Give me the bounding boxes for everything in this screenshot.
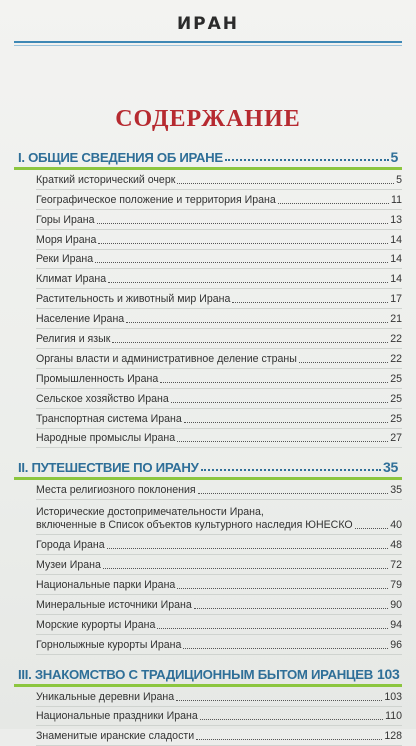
leader-dots — [103, 568, 388, 569]
entry-page-number: 27 — [390, 432, 402, 445]
entry-label: Органы власти и административное деление страны — [36, 352, 297, 365]
leader-dots — [126, 322, 388, 323]
entry-label: Промышленность Ирана — [36, 372, 159, 385]
toc-entry[interactable] — [36, 389, 402, 409]
entry-label: Религия и язык — [36, 333, 111, 346]
toc-entry[interactable] — [36, 170, 402, 190]
entry-page-number: 25 — [390, 392, 402, 405]
toc-entry[interactable] — [36, 349, 402, 369]
leader-dots — [200, 719, 383, 720]
section-page-number: 35 — [383, 459, 398, 476]
entry-label: Моря Ирана — [36, 233, 97, 246]
entry-page-number: 22 — [390, 333, 402, 346]
entry-page-number: 14 — [390, 233, 402, 246]
leader-dots — [299, 362, 388, 363]
entry-label: Транспортная система Ирана — [36, 412, 182, 425]
leader-dots — [176, 700, 382, 701]
leader-dots — [97, 223, 389, 224]
entry-label: Национальные парки Ирана — [36, 579, 176, 592]
leader-dots — [201, 469, 382, 471]
entry-label: Реки Ирана — [36, 253, 94, 266]
leader-dots — [278, 203, 389, 204]
section-gap — [0, 448, 416, 457]
entry-page-number: 40 — [390, 519, 402, 532]
section-label: III. ЗНАКОМСТВО С ТРАДИЦИОННЫМ БЫТОМ ИРАНЦЕВ — [18, 666, 373, 682]
leader-dots — [177, 441, 388, 442]
toc-entry[interactable] — [36, 289, 402, 309]
entry-page-number: 21 — [390, 313, 402, 326]
section-items — [36, 687, 402, 746]
toc-entry[interactable] — [36, 369, 402, 389]
toc-entry[interactable] — [36, 269, 402, 289]
section-items — [36, 170, 402, 448]
entry-label: Сельское хозяйство Ирана — [36, 392, 169, 405]
entry-page-number: 35 — [390, 484, 402, 497]
toc-entry[interactable] — [36, 687, 402, 707]
entry-label — [36, 506, 353, 534]
entry-label: Горнолыжные курорты Ирана — [36, 638, 182, 651]
toc-entry[interactable] — [36, 409, 402, 429]
leader-dots — [177, 183, 394, 184]
toc-entry[interactable] — [36, 615, 402, 635]
entry-page-number: 96 — [390, 638, 402, 651]
entry-label-line1: Исторические достопримечательности Ирана, — [36, 506, 264, 519]
toc-section-1[interactable] — [14, 147, 402, 170]
section-label: II. ПУТЕШЕСТВИЕ ПО ИРАНУ — [18, 460, 199, 476]
toc-entry[interactable] — [36, 500, 402, 535]
entry-label: Климат Ирана — [36, 273, 107, 286]
leader-dots — [107, 548, 389, 549]
entry-label: Места религиозного поклонения — [36, 484, 196, 497]
entry-label: Минеральные источники Ирана — [36, 598, 192, 611]
toc-entry[interactable] — [36, 595, 402, 615]
toc-entry[interactable] — [36, 535, 402, 555]
leader-dots — [183, 648, 388, 649]
leader-dots — [196, 739, 382, 740]
toc-entry[interactable] — [36, 707, 402, 727]
toc-entry[interactable] — [36, 429, 402, 449]
entry-page-number: 5 — [396, 173, 402, 186]
toc-entry[interactable] — [36, 555, 402, 575]
entry-label: Музеи Ирана — [36, 559, 101, 572]
toc-entry[interactable] — [36, 480, 402, 500]
leader-dots — [157, 628, 388, 629]
toc-section-2[interactable] — [14, 457, 402, 480]
section-label: I. ОБЩИЕ СВЕДЕНИЯ ОБ ИРАНЕ — [18, 150, 223, 165]
leader-dots — [232, 302, 388, 303]
leader-dots — [198, 493, 389, 494]
entry-label: Краткий исторический очерк — [36, 173, 176, 186]
entry-label: Географическое положение и территория Ирана — [36, 193, 276, 206]
entry-page-number: 13 — [390, 213, 402, 226]
toc-entry[interactable] — [36, 575, 402, 595]
leader-dots — [160, 382, 388, 383]
leader-dots — [225, 159, 389, 161]
entry-page-number: 103 — [384, 690, 402, 703]
header-rule — [14, 41, 402, 43]
toc-entry[interactable] — [36, 329, 402, 349]
entry-label: Уникальные деревни Ирана — [36, 690, 175, 703]
entry-label: Морские курорты Ирана — [36, 618, 156, 631]
entry-label: Народные промыслы Ирана — [36, 432, 176, 445]
toc-entry[interactable] — [36, 190, 402, 210]
toc-entry[interactable] — [36, 726, 402, 746]
entry-page-number: 25 — [390, 372, 402, 385]
toc-entry[interactable] — [36, 309, 402, 329]
entry-page-number: 14 — [390, 273, 402, 286]
toc-entry[interactable] — [36, 635, 402, 655]
entry-page-number: 48 — [390, 539, 402, 552]
leader-dots — [98, 243, 388, 244]
entry-page-number: 110 — [385, 710, 402, 723]
section-gap — [0, 655, 416, 664]
entry-label: Население Ирана — [36, 313, 125, 326]
toc-entry[interactable] — [36, 250, 402, 270]
toc-section-3[interactable] — [14, 664, 402, 687]
section-page-number: 103 — [376, 665, 400, 682]
entry-page-number: 22 — [390, 352, 402, 365]
entry-page-number: 72 — [390, 559, 402, 572]
entry-label: Национальные праздники Ирана — [36, 710, 198, 723]
leader-dots — [171, 402, 388, 403]
entry-page-number: 25 — [390, 412, 402, 425]
toc-entry[interactable] — [36, 210, 402, 230]
entry-label-line2: включенные в Список объектов культурного наследия ЮНЕСКО — [36, 519, 353, 532]
leader-dots — [355, 528, 389, 529]
table-of-contents — [0, 147, 416, 746]
toc-title: СОДЕРЖАНИЕ — [115, 106, 301, 132]
entry-page-number: 14 — [390, 253, 402, 266]
entry-label: Знаменитые иранские сладости — [36, 730, 195, 743]
leader-dots — [184, 422, 388, 423]
leader-dots — [177, 588, 388, 589]
leader-dots — [108, 282, 388, 283]
section-page-number: 5 — [390, 149, 398, 165]
entry-page-number: 94 — [390, 618, 402, 631]
running-header: ИРАН — [176, 14, 240, 34]
leader-dots — [194, 608, 388, 609]
section-items — [36, 480, 402, 654]
entry-page-number: 11 — [391, 193, 402, 206]
entry-page-number: 17 — [390, 293, 402, 306]
entry-page-number: 90 — [390, 598, 402, 611]
entry-label: Горы Ирана — [36, 213, 95, 226]
leader-dots — [112, 342, 388, 343]
entry-page-number: 128 — [384, 730, 402, 743]
entry-label: Растительность и животный мир Ирана — [36, 293, 231, 306]
leader-dots — [95, 262, 388, 263]
header-rule-thin — [14, 45, 402, 46]
entry-page-number: 79 — [390, 579, 402, 592]
entry-label: Города Ирана — [36, 539, 105, 552]
toc-entry[interactable] — [36, 230, 402, 250]
